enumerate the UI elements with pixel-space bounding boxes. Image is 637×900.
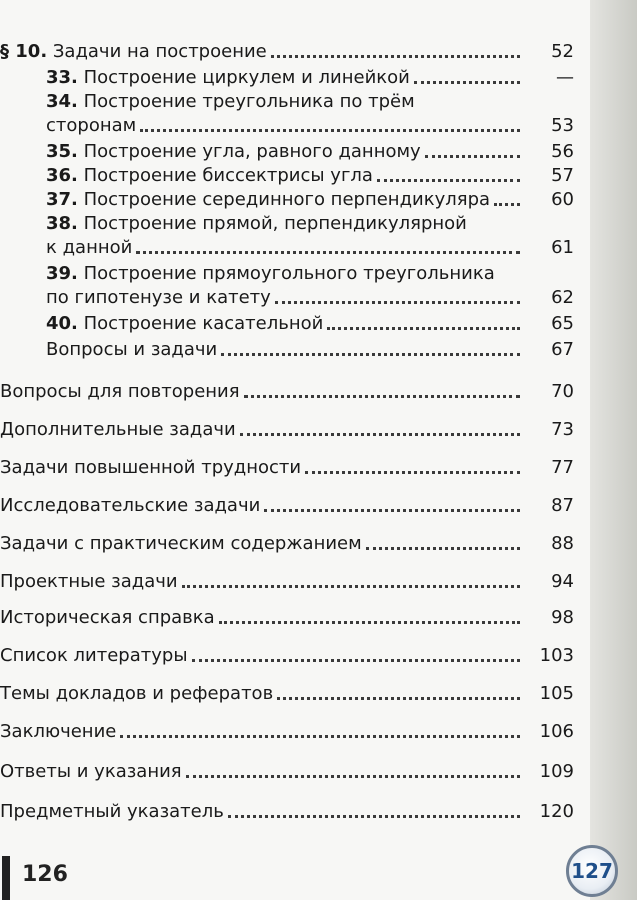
toc-item-34-line1: [46, 90, 415, 114]
toc-section-10: [0, 38, 580, 64]
section-title: Задачи на построение: [52, 41, 267, 62]
chapter-title: Историческая справка: [0, 607, 215, 628]
item-number: 33.: [46, 67, 78, 88]
page-number: 61: [551, 237, 574, 258]
item-number: 37.: [46, 189, 78, 210]
section-marker: § 10.: [0, 41, 48, 62]
page-number: 87: [551, 495, 574, 516]
dot-leader: [192, 659, 520, 662]
dot-leader: [244, 395, 520, 398]
toc-chapter: [0, 378, 580, 404]
dot-leader: [136, 251, 520, 254]
page-number: —: [556, 67, 574, 88]
dot-leader: [264, 509, 520, 512]
chapter-title: Задачи повышенной трудности: [0, 457, 302, 478]
page-number: 53: [551, 115, 574, 136]
item-number: 40.: [46, 313, 78, 334]
page-number: 106: [539, 721, 574, 742]
toc-chapter: [0, 680, 580, 706]
dot-leader: [377, 179, 520, 182]
toc-chapter: [0, 530, 580, 556]
footer-bar: [2, 856, 10, 900]
item-number: 38.: [46, 213, 78, 234]
page-number: 56: [551, 141, 574, 162]
item-title-cont: по гипотенузе и катету: [46, 287, 271, 308]
item-title: Построение биссектрисы угла: [83, 165, 373, 186]
toc-chapter: [0, 642, 580, 668]
page-footer-left: [0, 856, 120, 900]
page-number: 60: [551, 189, 574, 210]
toc-chapter: [0, 568, 580, 594]
toc-chapter: [0, 604, 580, 630]
chapter-title: Задачи с практическим содержанием: [0, 533, 362, 554]
page-number: 105: [539, 683, 574, 704]
left-page-number: 126: [22, 862, 68, 887]
right-page-badge: [566, 845, 618, 897]
page-edge: [590, 0, 637, 900]
dot-leader: [366, 547, 520, 550]
page-number: 120: [539, 801, 574, 822]
dot-leader: [271, 55, 520, 58]
toc-item-35: [0, 138, 580, 164]
item-number: 36.: [46, 165, 78, 186]
item-number: 35.: [46, 141, 78, 162]
item-title: Построение угла, равного данному: [83, 141, 421, 162]
page-number: 103: [539, 645, 574, 666]
page-number: 67: [551, 339, 574, 360]
item-title: Построение касательной: [83, 313, 324, 334]
chapter-title: Заключение: [0, 721, 117, 742]
dot-leader: [305, 471, 520, 474]
chapter-title: Темы докладов и рефератов: [0, 683, 274, 704]
toc-chapter: [0, 798, 580, 824]
item-title: Построение треугольника по трём: [83, 91, 415, 112]
toc-item-39-line1: [46, 262, 495, 286]
page-number: 109: [539, 761, 574, 782]
toc-chapter: [0, 758, 580, 784]
chapter-title: Вопросы для повторения: [0, 381, 240, 402]
item-title: Вопросы и задачи: [46, 339, 218, 360]
item-title: Построение прямой, перпендикулярной: [83, 213, 467, 234]
item-title: Построение прямоугольного треугольника: [83, 263, 495, 284]
page-number: 52: [551, 41, 574, 62]
toc-item-38: [0, 234, 580, 260]
item-title: Построение циркулем и линейкой: [83, 67, 410, 88]
item-number: 39.: [46, 263, 78, 284]
toc-chapter: [0, 416, 580, 442]
item-title: Построение серединного перпендикуляра: [83, 189, 491, 210]
chapter-title: Исследовательские задачи: [0, 495, 261, 516]
toc-item-39: [0, 284, 580, 310]
toc-chapter: [0, 454, 580, 480]
toc-item-33: [0, 64, 580, 90]
toc-item-37: [0, 186, 580, 212]
chapter-title: Предметный указатель: [0, 801, 224, 822]
dot-leader: [425, 155, 520, 158]
toc-chapter: [0, 492, 580, 518]
chapter-title: Список литературы: [0, 645, 188, 666]
chapter-title: Дополнительные задачи: [0, 419, 236, 440]
dot-leader: [186, 775, 520, 778]
dot-leader: [494, 203, 520, 206]
dot-leader: [182, 585, 520, 588]
right-page-number: 127: [571, 859, 613, 883]
page-number: 77: [551, 457, 574, 478]
toc-item-34: [0, 112, 580, 138]
item-title-cont: к данной: [46, 237, 133, 258]
page-number: 94: [551, 571, 574, 592]
dot-leader: [275, 301, 520, 304]
page-number: 62: [551, 287, 574, 308]
dot-leader: [240, 433, 520, 436]
page-number: 88: [551, 533, 574, 554]
dot-leader: [327, 327, 520, 330]
toc-item-questions: [0, 336, 580, 362]
toc-item-38-line1: [46, 212, 467, 236]
item-title-cont: сторонам: [46, 115, 137, 136]
dot-leader: [120, 735, 520, 738]
chapter-title: Проектные задачи: [0, 571, 178, 592]
page-number: 73: [551, 419, 574, 440]
page-number: 65: [551, 313, 574, 334]
chapter-title: Ответы и указания: [0, 761, 182, 782]
toc-item-36: [0, 162, 580, 188]
dot-leader: [221, 353, 520, 356]
toc-chapter: [0, 718, 580, 744]
dot-leader: [228, 815, 520, 818]
item-number: 34.: [46, 91, 78, 112]
dot-leader: [219, 621, 520, 624]
page-number: 57: [551, 165, 574, 186]
dot-leader: [140, 129, 520, 132]
page-number: 98: [551, 607, 574, 628]
toc-item-40: [0, 310, 580, 336]
page-number: 70: [551, 381, 574, 402]
dot-leader: [414, 81, 520, 84]
dot-leader: [277, 697, 520, 700]
